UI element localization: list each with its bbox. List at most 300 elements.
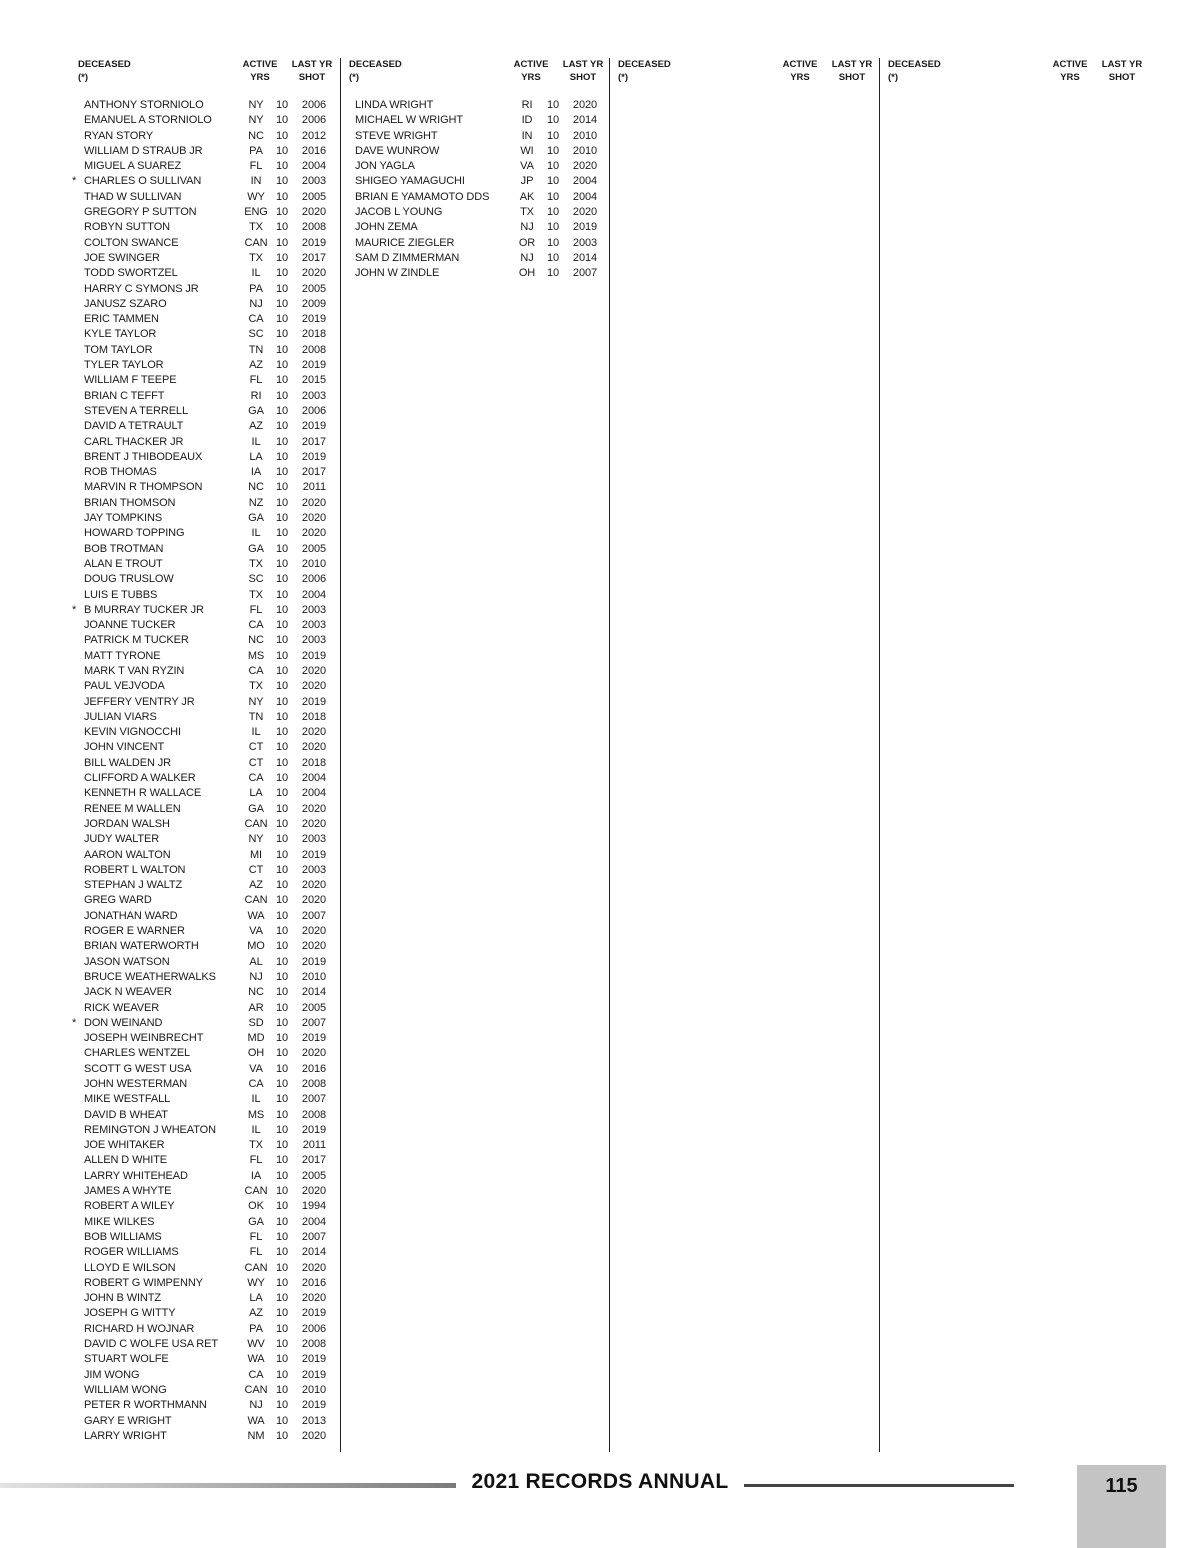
record-row: [78, 282, 348, 297]
column-header: [349, 58, 619, 98]
last-year-shot: 2006: [301, 99, 326, 111]
record-row: [78, 572, 348, 587]
header-active-label: ACTIVE: [513, 59, 549, 70]
shooter-name: DAVID A TETRAULT: [84, 420, 184, 433]
active-years: 10: [275, 450, 289, 463]
active-years: 10: [275, 634, 289, 647]
last-year-shot: 2007: [301, 1230, 326, 1243]
active-years: 10: [275, 190, 289, 203]
shooter-name: JUDY WALTER: [84, 833, 160, 846]
record-row: [78, 786, 348, 801]
header-deceased-note: (*): [618, 72, 629, 83]
active-years: 10: [275, 343, 289, 356]
shooter-state: IL: [251, 726, 261, 739]
shooter-state: LA: [249, 1292, 263, 1305]
shooter-state: TN: [248, 343, 264, 356]
shooter-state: WA: [247, 909, 265, 922]
shooter-name: BRUCE WEATHERWALKS: [84, 970, 216, 983]
active-years: 10: [275, 1215, 289, 1228]
records-column-1: [72, 58, 348, 1452]
shooter-state: TX: [249, 251, 263, 264]
shooter-state: FL: [249, 603, 263, 616]
shooter-name: RICHARD H WOJNAR: [84, 1322, 195, 1335]
record-row: [349, 129, 619, 144]
record-row: [78, 1276, 348, 1291]
last-year-shot: 2003: [301, 603, 326, 616]
active-years: 10: [275, 863, 289, 876]
last-year-shot: 2007: [572, 267, 597, 280]
record-row: [72, 174, 348, 189]
shooter-state: IA: [250, 466, 262, 479]
last-year-shot: 2020: [572, 99, 597, 111]
shooter-name: MATT TYRONE: [84, 649, 161, 662]
active-years: 10: [275, 1169, 289, 1182]
last-year-shot: 2020: [301, 664, 326, 677]
header-yrs-label: YRS: [1060, 72, 1080, 83]
shooter-state: CA: [248, 313, 264, 326]
shooter-name: BRIAN E YAMAMOTO DDS: [355, 190, 490, 203]
page-number-box: [1077, 1465, 1166, 1548]
shooter-state: NY: [248, 833, 264, 846]
record-row: [78, 450, 348, 465]
header-shot-label: SHOT: [1108, 72, 1136, 83]
shooter-name: BRIAN THOMSON: [84, 496, 176, 509]
active-years: 10: [275, 848, 289, 861]
record-row: [78, 1368, 348, 1383]
last-year-shot: 2020: [301, 1047, 326, 1060]
shooter-name: PAUL VEJVODA: [84, 680, 165, 693]
active-years: 10: [275, 542, 289, 555]
footer-rule-left: [0, 1483, 456, 1488]
shooter-name: JOSEPH G WITTY: [84, 1307, 176, 1320]
shooter-state: FL: [249, 374, 263, 387]
column-header: [888, 58, 1158, 98]
active-years: 10: [275, 1261, 289, 1274]
shooter-name: JON YAGLA: [355, 160, 415, 173]
active-years: 10: [275, 955, 289, 968]
shooter-name: BRIAN C TEFFT: [84, 389, 165, 402]
last-year-shot: 2017: [301, 466, 326, 479]
shooter-state: NY: [248, 114, 264, 127]
record-row: [72, 603, 348, 618]
shooter-name: LARRY WHITEHEAD: [84, 1169, 188, 1182]
active-years: 10: [275, 313, 289, 326]
last-year-shot: 2020: [301, 512, 326, 525]
last-year-shot: 2019: [301, 848, 326, 861]
shooter-name: MAURICE ZIEGLER: [355, 236, 455, 249]
shooter-state: WA: [247, 1353, 265, 1366]
record-row: [78, 832, 348, 847]
last-year-shot: 2011: [302, 481, 326, 494]
record-row: [78, 878, 348, 893]
last-year-shot: 2010: [301, 1383, 326, 1396]
shooter-state: WY: [247, 190, 265, 203]
active-years: 10: [275, 374, 289, 387]
record-row: [78, 1031, 348, 1046]
record-row: [78, 1245, 348, 1260]
record-row: [349, 159, 619, 174]
header-yrs-label: YRS: [521, 72, 541, 83]
active-years: 10: [546, 160, 560, 173]
last-year-shot: 2020: [301, 1292, 326, 1305]
shooter-state: GA: [248, 1215, 264, 1228]
shooter-name: ALAN E TROUT: [84, 557, 163, 570]
shooter-state: GA: [248, 404, 264, 417]
shooter-name: JOE WHITAKER: [84, 1139, 165, 1152]
active-years: 10: [275, 772, 289, 785]
active-years: 10: [546, 99, 560, 111]
column-header: [78, 58, 348, 98]
record-row: [78, 113, 348, 128]
shooter-state: IL: [251, 267, 261, 280]
record-row: [78, 266, 348, 281]
record-row: [78, 1215, 348, 1230]
header-deceased: [618, 58, 671, 84]
shooter-name: LARRY WRIGHT: [84, 1429, 167, 1442]
active-years: 10: [275, 1001, 289, 1014]
record-row: [78, 1001, 348, 1016]
last-year-shot: 2020: [572, 160, 597, 173]
record-row: [78, 251, 348, 266]
active-years: 10: [275, 557, 289, 570]
shooter-state: GA: [248, 512, 264, 525]
record-row: [78, 389, 348, 404]
shooter-state: AZ: [249, 420, 263, 433]
shooter-state: TN: [248, 710, 264, 723]
shooter-name: MARVIN R THOMPSON: [84, 481, 203, 494]
record-row: [78, 511, 348, 526]
record-row: [78, 220, 348, 235]
active-years: 10: [546, 251, 560, 264]
shooter-state: IL: [251, 435, 261, 448]
shooter-state: IL: [251, 527, 261, 540]
shooter-name: CLIFFORD A WALKER: [84, 772, 196, 785]
shooter-name: KENNETH R WALLACE: [84, 787, 202, 800]
last-year-shot: 2020: [301, 496, 326, 509]
header-last-yr-shot: [830, 58, 874, 84]
shooter-state: NJ: [520, 221, 534, 234]
active-years: 10: [275, 1230, 289, 1243]
shooter-state: AL: [249, 955, 263, 968]
header-deceased-label: DECEASED: [888, 59, 941, 70]
shooter-state: JP: [520, 175, 534, 188]
shooter-name: CHARLES O SULLIVAN: [84, 175, 202, 188]
last-year-shot: 2019: [301, 1353, 326, 1366]
shooter-name: BRIAN WATERWORTH: [84, 940, 199, 953]
shooter-name: ROBERT A WILEY: [84, 1200, 175, 1213]
last-year-shot: 2010: [572, 129, 597, 142]
shooter-state: SD: [248, 1016, 264, 1029]
shooter-state: CT: [248, 756, 264, 769]
header-active-yrs: [240, 58, 280, 84]
shooter-state: WY: [247, 1276, 265, 1289]
records-column-4: [879, 58, 1158, 1452]
record-row: [78, 496, 348, 511]
shooter-state: NJ: [249, 970, 263, 983]
shooter-state: AK: [519, 190, 535, 203]
record-row: [78, 1261, 348, 1276]
last-year-shot: 2011: [302, 1139, 326, 1152]
active-years: 10: [275, 1383, 289, 1396]
last-year-shot: 2005: [301, 542, 326, 555]
record-row: [78, 848, 348, 863]
active-years: 10: [275, 297, 289, 310]
shooter-state: NY: [248, 695, 264, 708]
shooter-state: TX: [249, 588, 263, 601]
shooter-name: HARRY C SYMONS JR: [84, 282, 199, 295]
last-year-shot: 2003: [301, 863, 326, 876]
record-row: [78, 955, 348, 970]
shooter-name: PETER R WORTHMANN: [84, 1399, 207, 1412]
header-deceased: [78, 58, 131, 84]
last-year-shot: 2019: [301, 1368, 326, 1381]
active-years: 10: [275, 1154, 289, 1167]
record-row: [78, 740, 348, 755]
column-header: [618, 58, 888, 98]
last-year-shot: 2003: [301, 389, 326, 402]
shooter-state: LA: [249, 787, 263, 800]
last-year-shot: 2006: [301, 1322, 326, 1335]
shooter-name: MIKE WESTFALL: [84, 1093, 171, 1106]
last-year-shot: 2010: [572, 144, 597, 157]
record-row: [78, 1322, 348, 1337]
active-years: 10: [275, 680, 289, 693]
shooter-name: WILLIAM D STRAUB JR: [84, 144, 203, 157]
header-last-yr-label: LAST YR: [291, 59, 333, 70]
record-row: [78, 1108, 348, 1123]
shooter-name: JOHN W ZINDLE: [355, 267, 440, 280]
record-row: [78, 756, 348, 771]
shooter-name: JOE SWINGER: [84, 251, 160, 264]
last-year-shot: 2015: [301, 374, 326, 387]
last-year-shot: 2014: [572, 251, 597, 264]
shooter-name: JAY TOMPKINS: [84, 512, 163, 525]
last-year-shot: 2020: [301, 879, 326, 892]
shooter-name: SCOTT G WEST USA: [84, 1062, 192, 1075]
shooter-name: RICK WEAVER: [84, 1001, 160, 1014]
active-years: 10: [275, 787, 289, 800]
shooter-state: CA: [248, 1368, 264, 1381]
last-year-shot: 2019: [301, 450, 326, 463]
shooter-state: OR: [518, 236, 536, 249]
record-row: [78, 98, 348, 113]
active-years: 10: [275, 496, 289, 509]
shooter-state: OH: [518, 267, 536, 280]
last-year-shot: 2019: [301, 955, 326, 968]
active-years: 10: [275, 206, 289, 219]
last-year-shot: 2014: [301, 986, 326, 999]
shooter-state: GA: [248, 542, 264, 555]
record-row: [78, 1230, 348, 1245]
header-last-yr-label: LAST YR: [831, 59, 873, 70]
header-shot-label: SHOT: [838, 72, 866, 83]
last-year-shot: 2017: [301, 1154, 326, 1167]
record-row: [349, 205, 619, 220]
shooter-state: MI: [249, 848, 263, 861]
active-years: 10: [275, 99, 289, 111]
record-row: [78, 893, 348, 908]
record-row: [78, 1383, 348, 1398]
shooter-name: WILLIAM WONG: [84, 1383, 167, 1396]
record-row: [78, 1414, 348, 1429]
last-year-shot: 2008: [301, 1108, 326, 1121]
record-row: [78, 588, 348, 603]
shooter-state: ID: [521, 114, 533, 127]
active-years: 10: [275, 1414, 289, 1427]
shooter-name: GREG WARD: [84, 894, 152, 907]
shooter-state: LA: [249, 450, 263, 463]
last-year-shot: 2004: [301, 1215, 326, 1228]
shooter-name: JOHN ZEMA: [355, 221, 418, 234]
active-years: 10: [275, 756, 289, 769]
record-row: [78, 1138, 348, 1153]
last-year-shot: 2020: [301, 527, 326, 540]
active-years: 10: [275, 695, 289, 708]
record-row: [78, 1199, 348, 1214]
last-year-shot: 2019: [301, 1399, 326, 1412]
last-year-shot: 2004: [572, 190, 597, 203]
record-row: [78, 633, 348, 648]
active-years: 10: [275, 1078, 289, 1090]
shooter-state: OK: [248, 1200, 264, 1213]
shooter-name: AARON WALTON: [84, 848, 171, 861]
last-year-shot: 2003: [572, 236, 597, 249]
shooter-state: CAN: [244, 236, 268, 249]
shooter-name: BRENT J THIBODEAUX: [84, 450, 203, 463]
record-row: [78, 480, 348, 495]
shooter-state: NC: [248, 481, 264, 494]
active-years: 10: [275, 603, 289, 616]
shooter-state: AR: [248, 1001, 264, 1014]
shooter-state: NJ: [520, 251, 534, 264]
active-years: 10: [275, 1185, 289, 1198]
shooter-state: IL: [251, 1093, 261, 1106]
active-years: 10: [275, 726, 289, 739]
records-list: [349, 98, 619, 282]
record-row: [78, 939, 348, 954]
record-row: [78, 236, 348, 251]
record-row: [78, 695, 348, 710]
last-year-shot: 2020: [301, 1261, 326, 1274]
shooter-name: EMANUEL A STORNIOLO: [84, 114, 212, 127]
last-year-shot: 2005: [301, 190, 326, 203]
header-yrs-label: YRS: [790, 72, 810, 83]
shooter-name: DOUG TRUSLOW: [84, 573, 174, 586]
shooter-state: CAN: [244, 1185, 268, 1198]
shooter-name: GREGORY P SUTTON: [84, 206, 197, 219]
last-year-shot: 2018: [301, 756, 326, 769]
shooter-name: JOSEPH WEINBRECHT: [84, 1032, 204, 1045]
records-column-3: [609, 58, 888, 1452]
shooter-state: PA: [249, 144, 263, 157]
shooter-state: CA: [248, 619, 264, 632]
shooter-name: JULIAN VIARS: [84, 710, 157, 723]
record-row: [78, 159, 348, 174]
active-years: 10: [275, 1246, 289, 1259]
record-row: [78, 129, 348, 144]
record-row: [78, 1398, 348, 1413]
last-year-shot: 2018: [301, 710, 326, 723]
deceased-marker: *: [72, 175, 77, 188]
record-row: [78, 1062, 348, 1077]
active-years: 10: [546, 221, 560, 234]
shooter-state: AZ: [249, 359, 263, 372]
header-shot-label: SHOT: [298, 72, 326, 83]
active-years: 10: [275, 1399, 289, 1412]
active-years: 10: [275, 940, 289, 953]
last-year-shot: 2020: [301, 802, 326, 815]
record-row: [349, 190, 619, 205]
active-years: 10: [275, 970, 289, 983]
active-years: 10: [546, 129, 560, 142]
active-years: 10: [275, 909, 289, 922]
shooter-state: TX: [249, 557, 263, 570]
record-row: [78, 909, 348, 924]
last-year-shot: 2019: [301, 1123, 326, 1136]
shooter-name: ANTHONY STORNIOLO: [84, 99, 204, 111]
record-row: [78, 664, 348, 679]
record-row: [78, 312, 348, 327]
shooter-state: CAN: [244, 1261, 268, 1274]
record-row: [78, 327, 348, 342]
last-year-shot: 2003: [301, 833, 326, 846]
header-shot-label: SHOT: [569, 72, 597, 83]
shooter-state: PA: [249, 282, 263, 295]
shooter-state: MD: [247, 1032, 265, 1045]
shooter-state: CA: [248, 772, 264, 785]
active-years: 10: [275, 1338, 289, 1351]
active-years: 10: [275, 404, 289, 417]
shooter-state: NC: [248, 986, 264, 999]
record-row: [78, 1169, 348, 1184]
shooter-state: GA: [248, 802, 264, 815]
shooter-name: BOB WILLIAMS: [84, 1230, 162, 1243]
last-year-shot: 2017: [301, 435, 326, 448]
shooter-name: STUART WOLFE: [84, 1353, 169, 1366]
active-years: 10: [546, 190, 560, 203]
active-years: 10: [275, 1047, 289, 1060]
shooter-state: WV: [247, 1338, 265, 1351]
shooter-name: PATRICK M TUCKER: [84, 634, 189, 647]
active-years: 10: [275, 1032, 289, 1045]
last-year-shot: 2004: [301, 772, 326, 785]
active-years: 10: [275, 879, 289, 892]
record-row: [78, 1306, 348, 1321]
last-year-shot: 2010: [301, 557, 326, 570]
active-years: 10: [275, 114, 289, 127]
record-row: [78, 373, 348, 388]
last-year-shot: 2020: [572, 206, 597, 219]
shooter-name: DAVE WUNROW: [355, 144, 440, 157]
record-row: [78, 1153, 348, 1168]
active-years: 10: [275, 649, 289, 662]
shooter-state: MS: [247, 649, 265, 662]
last-year-shot: 2020: [301, 1185, 326, 1198]
last-year-shot: 2005: [301, 1001, 326, 1014]
record-row: [78, 970, 348, 985]
shooter-name: CHARLES WENTZEL: [84, 1047, 191, 1060]
last-year-shot: 2012: [301, 129, 326, 142]
shooter-name: WILLIAM F TEEPE: [84, 374, 177, 387]
shooter-name: BOB TROTMAN: [84, 542, 164, 555]
record-row: [78, 465, 348, 480]
header-deceased-label: DECEASED: [618, 59, 671, 70]
last-year-shot: 2020: [301, 940, 326, 953]
shooter-state: RI: [521, 99, 533, 111]
active-years: 10: [546, 267, 560, 280]
header-active-yrs: [780, 58, 820, 84]
record-row: [349, 144, 619, 159]
